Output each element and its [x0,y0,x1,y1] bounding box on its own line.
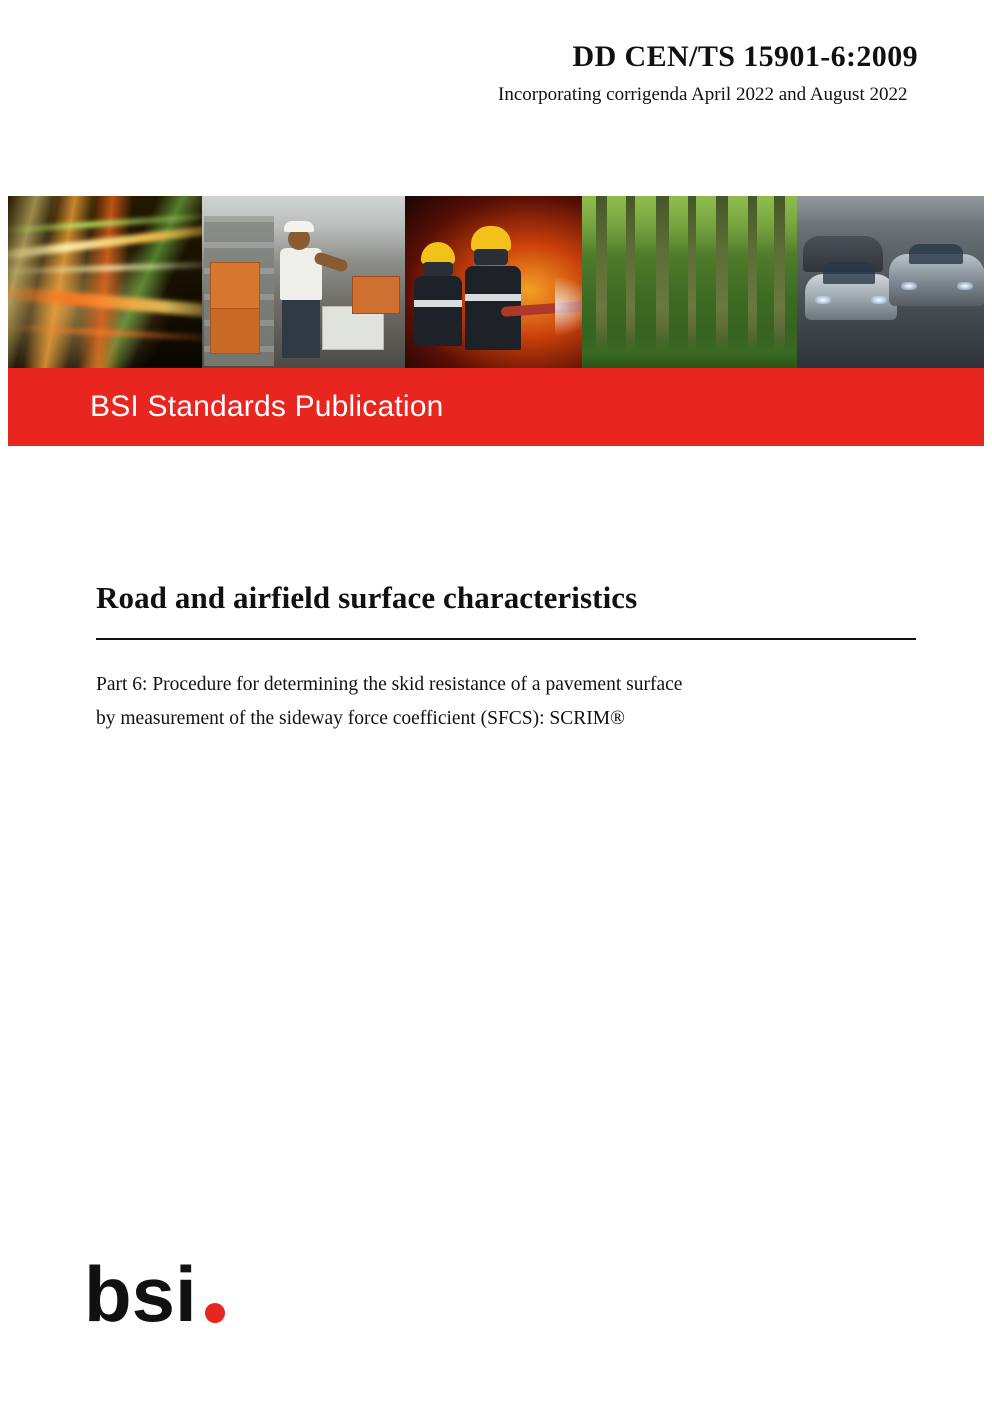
cover-image-firefighters-with-hose [405,196,582,368]
cover-image-strip [8,196,984,368]
warehouse-box [352,276,400,314]
bsi-logo-mark [84,1255,244,1341]
standards-publication-banner [8,368,984,446]
title-block [96,580,916,736]
forest-floor [582,328,797,368]
bsi-logo [84,1255,244,1341]
car-windshield [909,244,963,264]
water-spray [555,276,582,336]
firefighter-visor [474,249,508,265]
document-subtitle [96,668,916,736]
banner-label: BSI Standards Publication [90,390,444,423]
worker-legs [282,298,320,358]
car-front [805,274,897,320]
car-windshield [823,262,875,284]
firefighter-reflective-stripe [414,300,462,307]
warehouse-box [210,262,260,310]
car-headlight [815,296,831,304]
firefighter-helmet [471,226,511,251]
bsi-logo-text: bsi [84,1255,197,1338]
car-headlight [901,282,917,290]
cover-image-warehouse-worker [202,196,405,368]
worker-cap [284,221,314,232]
car-rear [889,254,984,306]
corrigenda-note: Incorporating corrigenda April 2022 and August 2022 [498,83,908,105]
document-reference-block [398,40,918,107]
firefighter-helmet [421,242,455,264]
title-divider [96,638,916,640]
factory-ceiling-beam [797,196,984,222]
car-headlight [871,296,887,304]
subtitle-line-2: by measurement of the sideway force coefficient (SFCS): SCRIM® [96,708,625,730]
car-headlight [957,282,973,290]
light-trail-streak [8,324,202,342]
warehouse-box [210,308,260,354]
firefighter-jacket [414,276,462,346]
subtitle-line-1: Part 6: Procedure for determining the skid resistance of a pavement surface [96,674,683,695]
page-title: Road and airfield surface characteristics [96,580,638,615]
bsi-logo-dot [205,1303,225,1323]
firefighter-reflective-stripe [465,294,521,301]
light-trail-streak [8,261,202,275]
light-trail-streak [8,212,202,234]
cover-image-forest-trees [582,196,797,368]
firefighter-visor [423,262,453,276]
cover-image-cars-on-production-line [797,196,984,368]
standard-number: DD CEN/TS 15901-6:2009 [572,40,918,73]
cover-image-night-traffic-light-trails [8,196,202,368]
